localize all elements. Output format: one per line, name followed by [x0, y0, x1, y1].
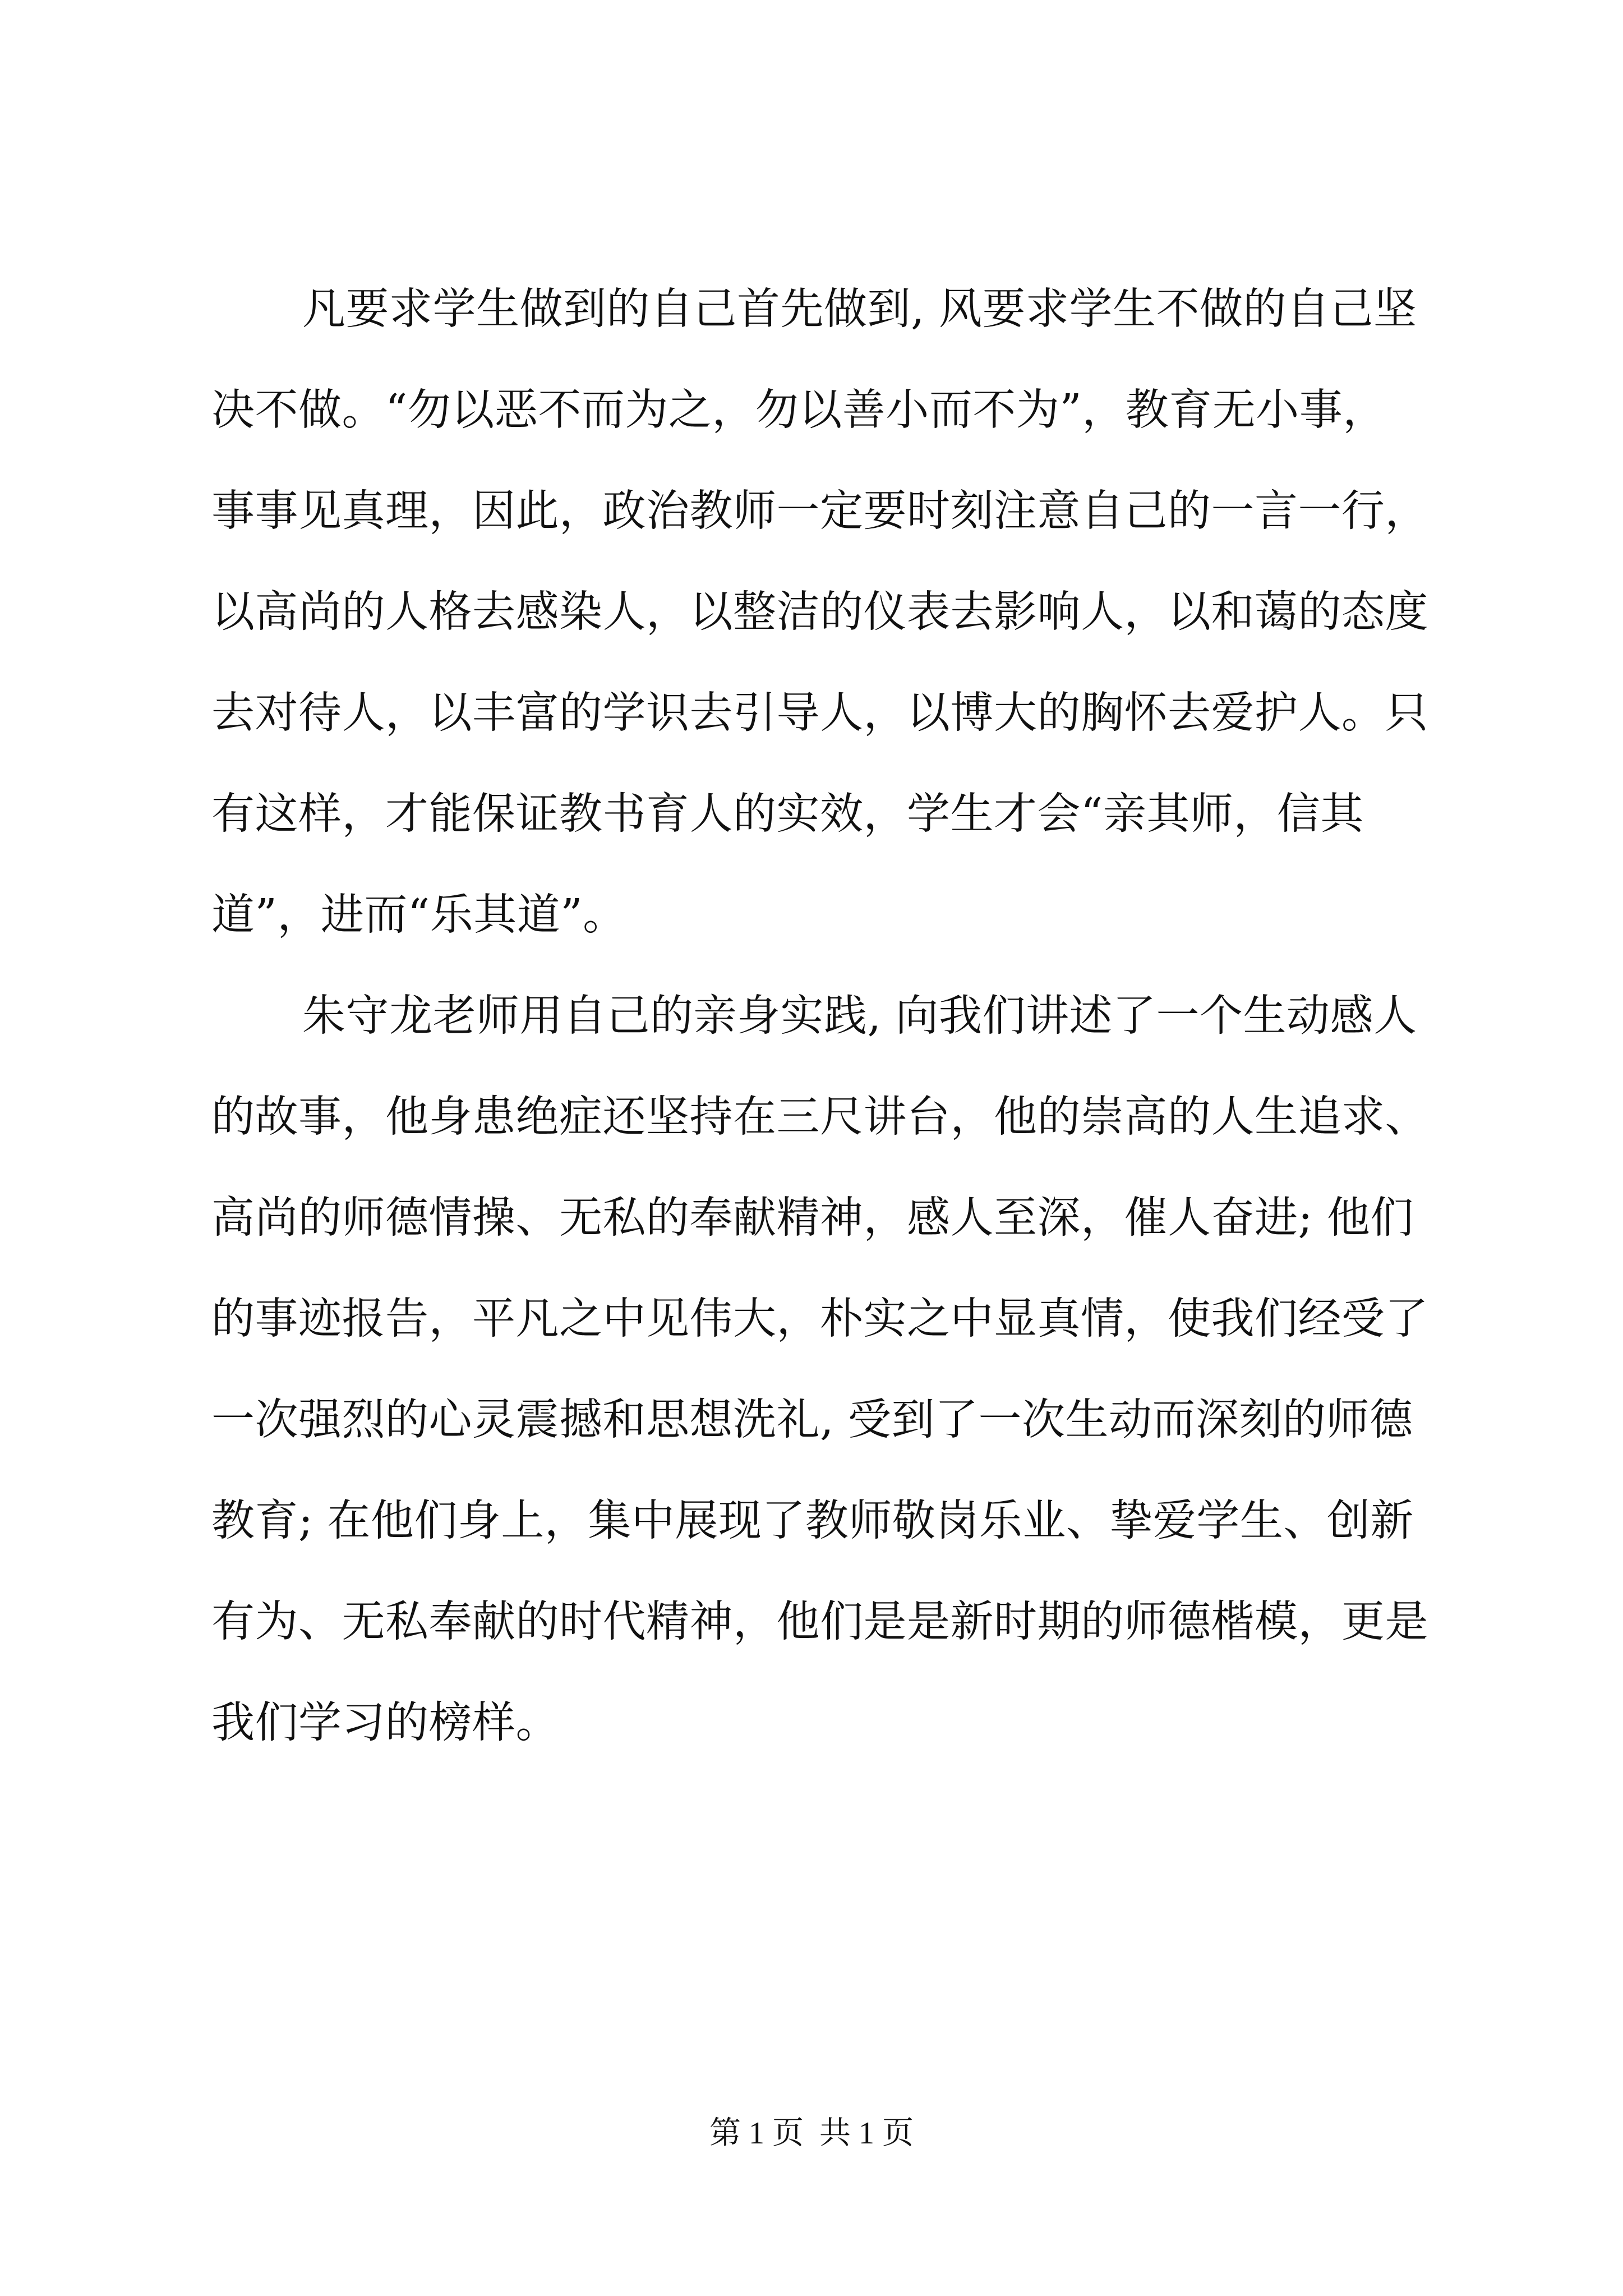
paragraph-2	[211, 966, 1428, 1774]
page-number-footer: 第 1 页 共 1 页	[709, 2116, 914, 2151]
text-line: 朱守龙老师用自己的亲身实践, 向我们讲述了一个生动感人	[302, 991, 1417, 1041]
text-line: 决不做。“勿以恶不而为之，勿以善小而不为”，教育无小事，	[211, 385, 1386, 435]
text-line: 我们学习的榜样。	[211, 1698, 559, 1748]
text-line: 事事见真理，因此，政治教师一定要时刻注意自己的一言一行，	[211, 486, 1428, 536]
paragraph-1	[211, 259, 1428, 966]
document-body	[211, 259, 1428, 1774]
text-line: 的故事，他身患绝症还坚持在三尺讲台，他的崇高的人生追求、	[211, 1092, 1428, 1142]
text-line: 道”，进而“乐其道”。	[211, 890, 626, 940]
text-line: 高尚的师德情操、无私的奉献精神，感人至深，催人奋进; 他们	[211, 1193, 1414, 1243]
text-line: 教育; 在他们身上，集中展现了教师敬岗乐业、挚爱学生、创新	[211, 1496, 1414, 1546]
text-line: 有这样，才能保证教书育人的实效，学生才会“亲其师，信其	[211, 789, 1364, 839]
text-line: 的事迹报告，平凡之中见伟大，朴实之中显真情，使我们经受了	[211, 1294, 1428, 1344]
text-line: 一次强烈的心灵震撼和思想洗礼, 受到了一次生动而深刻的师德	[211, 1395, 1413, 1445]
text-line: 去对待人，以丰富的学识去引导人，以博大的胸怀去爱护人。只	[211, 688, 1428, 738]
text-line: 以高尚的人格去感染人，以整洁的仪表去影响人，以和蔼的态度	[211, 587, 1428, 637]
text-line: 有为、无私奉献的时代精神，他们是是新时期的师德楷模，更是	[211, 1597, 1428, 1647]
text-line: 凡要求学生做到的自己首先做到, 风要求学生不做的自己坚	[302, 284, 1417, 334]
